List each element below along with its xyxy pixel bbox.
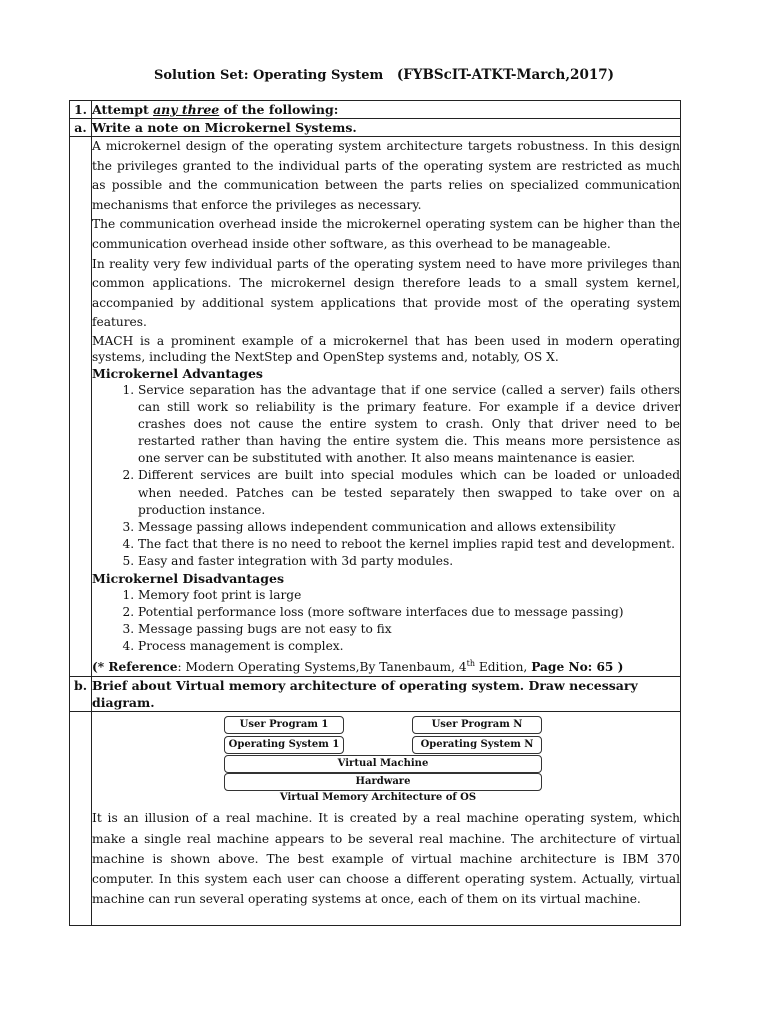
operating-system-n-box: Operating System N [412, 736, 542, 754]
subquestion-b-label: b. [70, 677, 92, 712]
subquestion-b-row [70, 677, 681, 712]
reference-page: Page No: 65 ) [531, 660, 624, 675]
solution-table [69, 100, 681, 926]
question-number: 1. [70, 101, 92, 119]
diagram-caption: Virtual Memory Architecture of OS [279, 792, 477, 804]
advantages-heading: Microkernel Advantages [92, 365, 263, 381]
list-item: 3. Message passing allows independent communication and allows extensibility [138, 519, 680, 536]
list-item: 2. Potential performance loss (more software interfaces due to message passing) [138, 604, 680, 621]
disadvantages-heading: Microkernel Disadvantages [92, 570, 284, 586]
title-subject: Solution Set: Operating System [153, 68, 384, 83]
operating-system-1-box: Operating System 1 [224, 736, 344, 754]
list-item: 2. Different services are built into special modules which can be loaded or unloaded when needed. Patches can be tested separately then swapped to take over on a production instance. [138, 467, 680, 518]
answer-b-text: It is an illusion of a real machine. It is created by a real machine operating system, which make a single real machine appears to be several real machine. The architecture of virtual machine is shown above. The best example of virtual machine architecture is IBM 370 computer. In this system each user can choose a different operating system. Actually, virtual machine can run several operating systems at once, each of them on its virtual machine. [92, 811, 680, 907]
answer-a-row [70, 137, 681, 677]
answer-b-spacer [70, 712, 92, 926]
document-title [0, 67, 768, 83]
answer-b-row [70, 712, 681, 926]
advantages-list [92, 382, 680, 570]
title-exam: (FYBScIT-ATKT-March,2017) [396, 67, 615, 83]
paragraph: A microkernel design of the operating system architecture targets robustness. In this design the privileges granted to the individual parts of the operating system are restricted as much as possible and the communication between the parts relies on specialized communication mechanisms that enforce the privileges as necessary. [92, 139, 680, 212]
list-item: 1. Service separation has the advantage that if one service (called a server) fails others can still work so reliability is the primary feature. For example if a device driver crashes does not cause the entire system to crash. Only that driver need to be restarted rather than having the entire system die. This means more persistence as one server can be substituted with another. It also means maintenance is easier. [138, 382, 680, 467]
paragraph: MACH is a prominent example of a microkernel that has been used in modern operating systems, including the NextStep and OpenStep systems and, notably, OS X. [92, 333, 680, 364]
instruction-emphasis: any three [153, 102, 220, 117]
paragraph: In reality very few individual parts of the operating system need to have more privileges than common applications. The microkernel design therefore leads to a small system kernel, accompanied by additional system applications that provide most of the operating system features. [92, 256, 680, 330]
question-row [70, 101, 681, 119]
list-item: 4. Process management is complex. [138, 638, 680, 655]
list-item: 5. Easy and faster integration with 3d party modules. [138, 553, 680, 570]
answer-b-body [92, 712, 681, 926]
subquestion-b-heading: Brief about Virtual memory architecture of operating system. Draw necessary diagram. [92, 677, 681, 712]
reference-line: (* Reference: Modern Operating Systems,By Tanenbaum, 4th Edition, Page No: 65 ) [92, 659, 624, 675]
hardware-box: Hardware [224, 773, 542, 791]
subquestion-a-heading: Write a note on Microkernel Systems. [92, 119, 681, 137]
virtual-memory-diagram [216, 712, 540, 808]
user-program-n-box: User Program N [412, 716, 542, 734]
list-item: 4. The fact that there is no need to reboot the kernel implies rapid test and development. [138, 536, 680, 553]
subquestion-a-label: a. [70, 119, 92, 137]
question-instruction: Attempt any three of the following: [92, 101, 681, 119]
paragraph: The communication overhead inside the microkernel operating system can be higher than the communication overhead inside other software, as this overhead to be manageable. [92, 217, 680, 251]
disadvantages-list [92, 587, 680, 655]
answer-a-text [92, 137, 680, 365]
subquestion-a-row [70, 119, 681, 137]
list-item: 3. Message passing bugs are not easy to fix [138, 621, 680, 638]
user-program-1-box: User Program 1 [224, 716, 344, 734]
answer-a-body [92, 137, 681, 677]
list-item: 1. Memory foot print is large [138, 587, 680, 604]
answer-a-spacer [70, 137, 92, 677]
virtual-machine-box: Virtual Machine [224, 755, 542, 773]
